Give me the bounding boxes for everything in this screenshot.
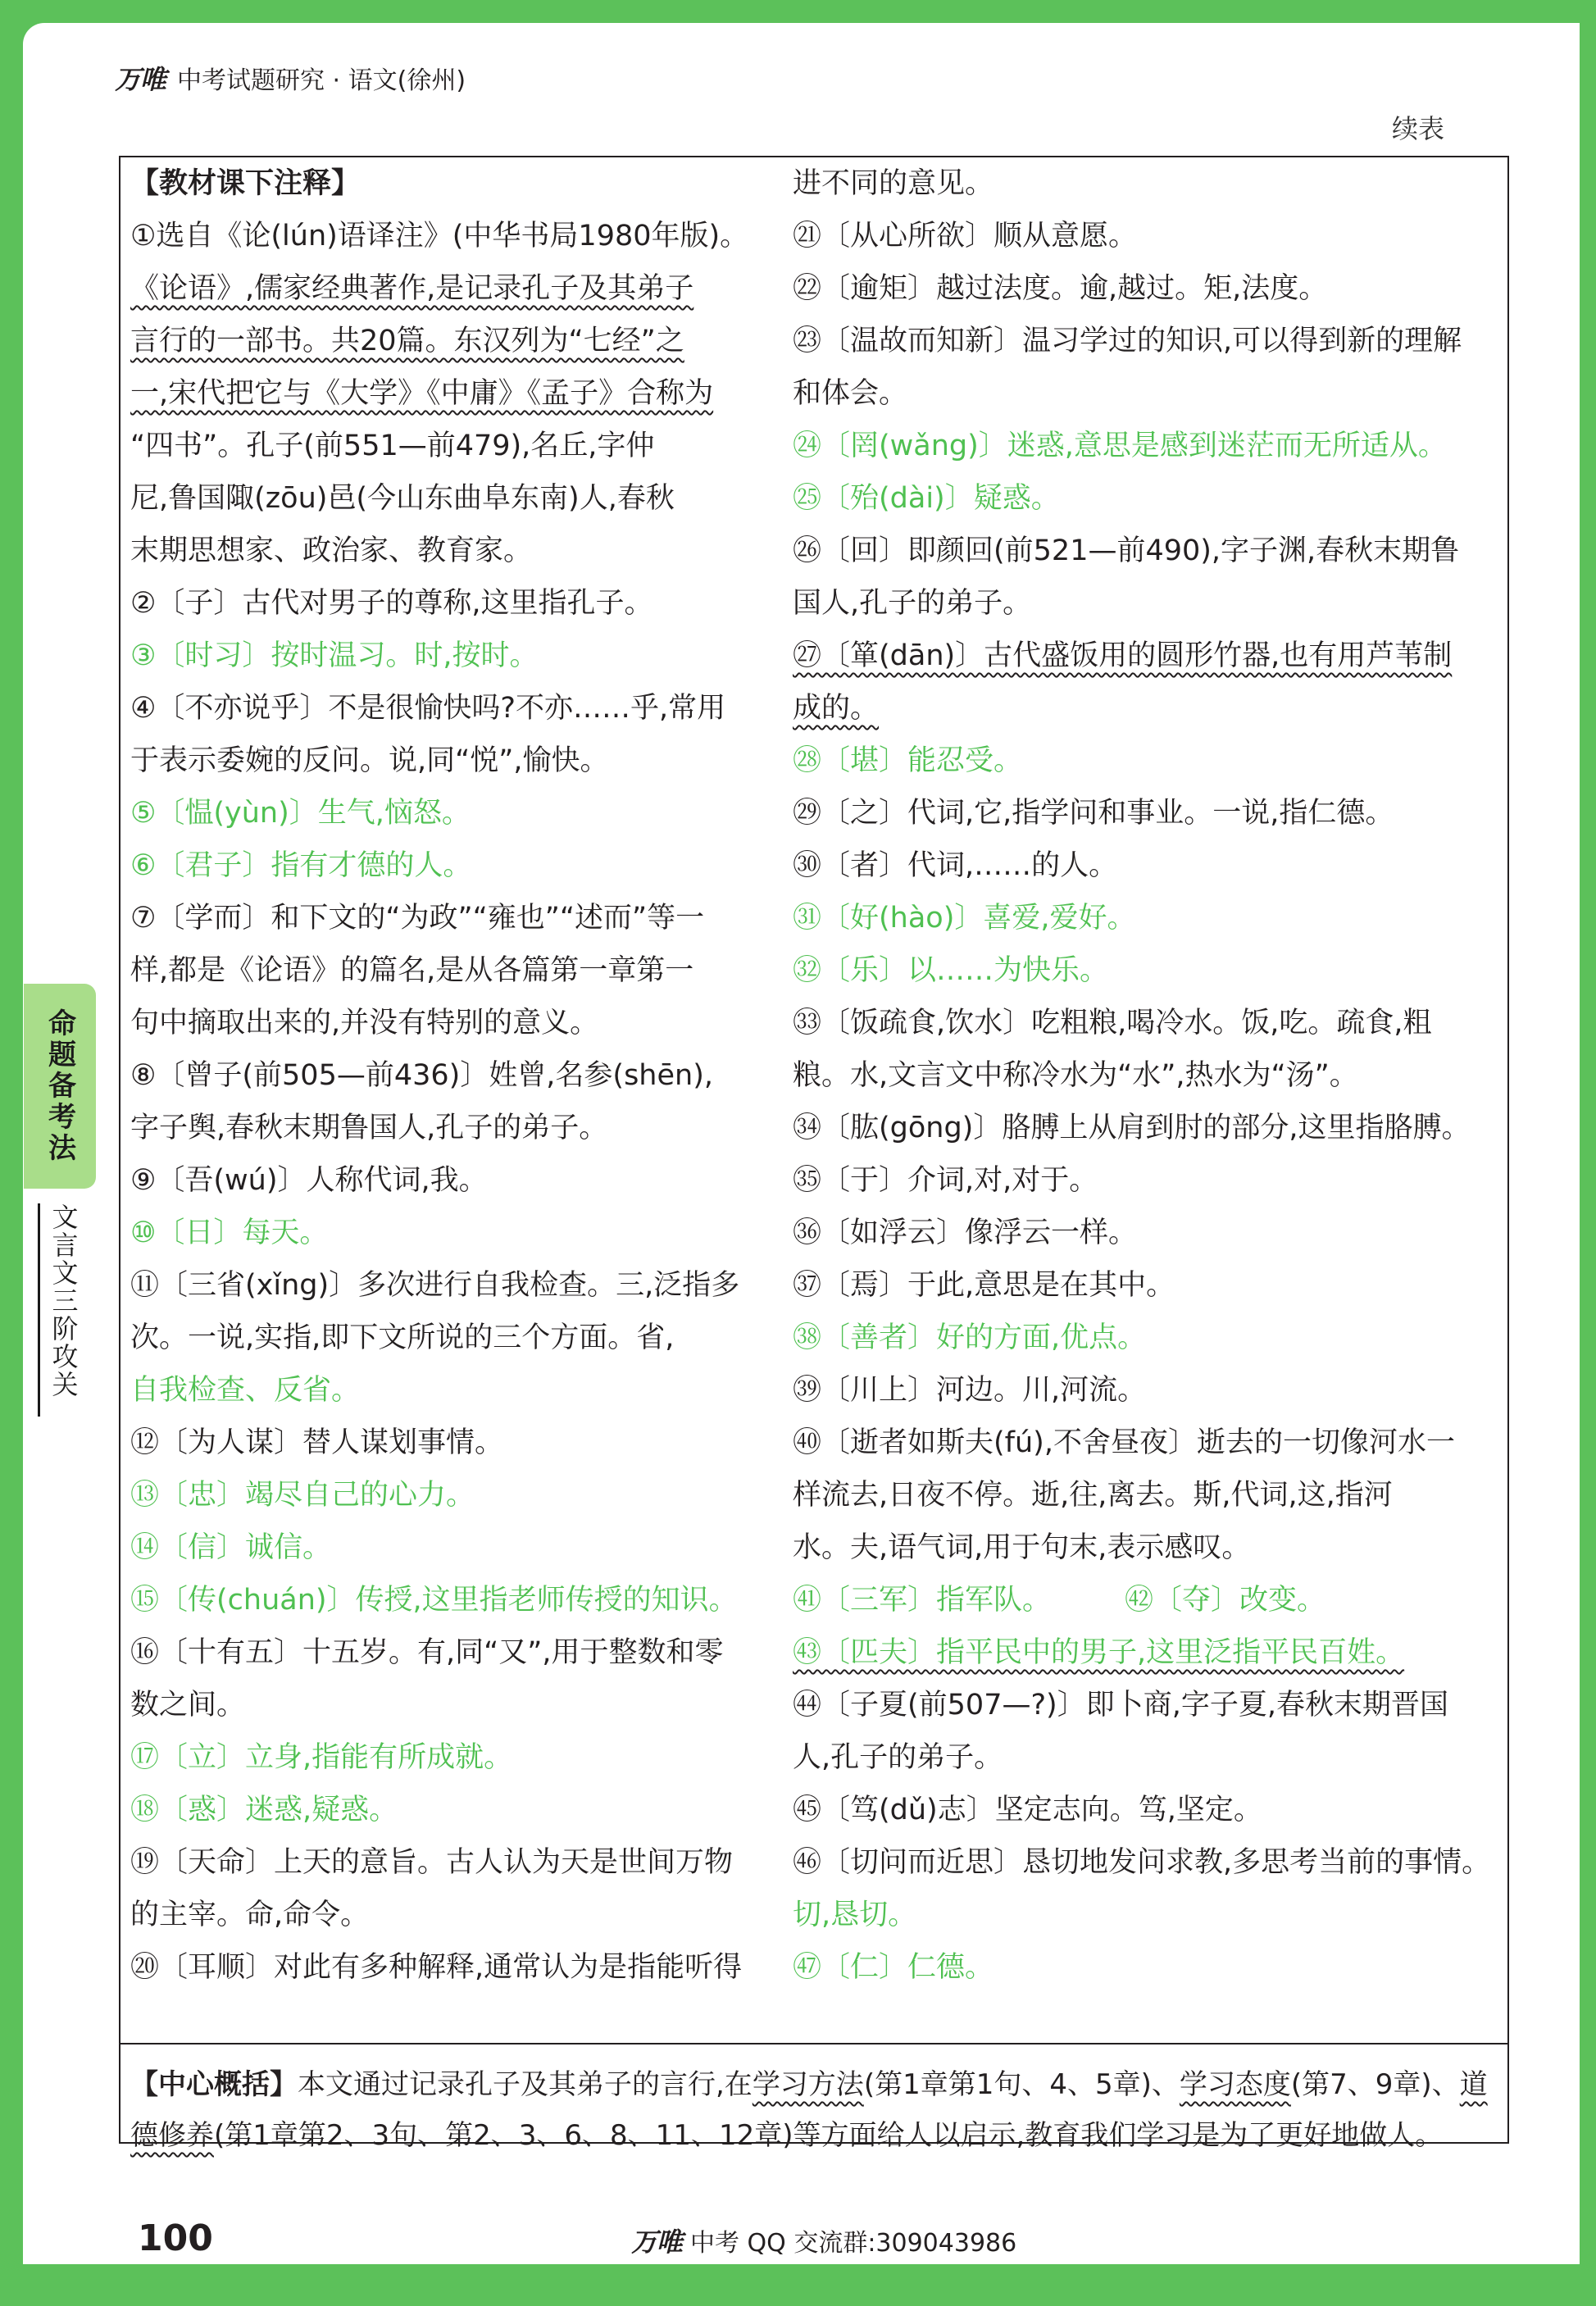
note-line: ㉜〔乐〕以……为快乐。	[793, 954, 1109, 987]
note-line: 次。一说,实指,即下文所说的三个方面。省,	[130, 1321, 675, 1354]
note-line: 尼,鲁国陬(zōu)邑(今山东曲阜东南)人,春秋	[130, 482, 675, 515]
note-line: 字子舆,春秋末期鲁国人,孔子的弟子。	[130, 1112, 608, 1144]
note-line: 于表示委婉的反问。说,同“悦”,愉快。	[130, 744, 609, 777]
footer	[631, 2220, 1016, 2261]
note-line: ③〔时习〕按时温习。时,按时。	[130, 639, 539, 672]
summary-text: (第7、9章)、	[1290, 2068, 1460, 2101]
note-line: ④〔不亦说乎〕不是很愉快吗?不亦……乎,常用	[130, 692, 726, 725]
note-line: 国人,孔子的弟子。	[793, 587, 1032, 620]
note-line: 成的。	[793, 692, 880, 725]
note-line: 自我检查、反省。	[130, 1374, 361, 1407]
note-line: 样,都是《论语》的篇名,是从各篇第一章第一	[130, 954, 694, 987]
note-line: ㉓〔温故而知新〕温习学过的知识,可以得到新的理解	[793, 325, 1462, 357]
summary-text: (第1章第2、3句、第2、3、6、8、11、12章)等方面给人以启示,教育我们学习是为了更好地做人。	[214, 2119, 1444, 2152]
note-line: ⑥〔君子〕指有才德的人。	[130, 849, 472, 882]
note-line: ㊸〔匹夫〕指平民中的男子,这里泛指平民百姓。	[793, 1636, 1405, 1669]
page-number: 100	[138, 2217, 213, 2259]
brand-logo: 万唯	[115, 64, 166, 95]
note-line: ㉝〔饭疏食,饮水〕吃粗粮,喝冷水。饭,吃。疏食,粗	[793, 1007, 1432, 1039]
note-line: ㊱〔如浮云〕像浮云一样。	[793, 1217, 1138, 1249]
summary-topic: 学习方法	[752, 2068, 864, 2101]
note-line: ㉙〔之〕代词,它,指学问和事业。一说,指仁德。	[793, 797, 1394, 830]
notes-heading: 【教材课下注释】	[130, 167, 361, 200]
note-line: 和体会。	[793, 377, 908, 410]
summary-line-2	[130, 2110, 1498, 2161]
note-line: 样流去,日夜不停。逝,往,离去。斯,代词,这,指河	[793, 1479, 1393, 1512]
note-line: “四书”。孔子(前551—前479),名丘,字仲	[130, 430, 655, 462]
footer-brand-logo: 万唯	[631, 2226, 683, 2258]
note-line: ⑭〔信〕诚信。	[130, 1531, 332, 1564]
note-line: ㉞〔肱(gōng)〕胳膊上从肩到肘的部分,这里指胳膊。	[793, 1112, 1471, 1144]
note-line: ㊼〔仁〕仁德。	[793, 1951, 994, 1984]
summary-topic: 道	[1459, 2068, 1488, 2101]
note-line: ㊳〔善者〕好的方面,优点。	[793, 1321, 1147, 1354]
note-line: ⑲〔天命〕上天的意旨。古人认为天是世间万物	[130, 1846, 734, 1879]
note-line: ⑱〔惑〕迷惑,疑惑。	[130, 1794, 398, 1826]
note-line: 粮。水,文言文中称冷水为“水”,热水为“汤”。	[793, 1059, 1358, 1092]
note-line: ㊷〔夺〕改变。	[1125, 1584, 1326, 1617]
note-line: 切,恳切。	[793, 1899, 917, 1931]
note-line: ㊴〔川上〕河边。川,河流。	[793, 1374, 1147, 1407]
note-line: ⑧〔曾子(前505—前436)〕姓曾,名参(shēn),	[130, 1059, 713, 1092]
side-tab-main	[24, 984, 96, 1189]
note-line: ㊵〔逝者如斯夫(fú),不舍昼夜〕逝去的一切像河水一	[793, 1426, 1455, 1459]
bottom-border	[0, 2264, 1596, 2306]
note-line: 水。夫,语气词,用于句末,表示感叹。	[793, 1531, 1251, 1564]
footer-text: 中考 QQ 交流群:309043986	[690, 2229, 1017, 2258]
left-border	[0, 48, 23, 2306]
note-line: 的主宰。命,命令。	[130, 1899, 370, 1931]
summary-text: (第1章第1句、4、5章)、	[863, 2068, 1180, 2101]
note-line: ㉗〔箪(dān)〕古代盛饭用的圆形竹器,也有用芦苇制	[793, 639, 1453, 672]
note-line: ㊲〔焉〕于此,意思是在其中。	[793, 1269, 1175, 1302]
summary-section	[120, 2043, 1507, 2161]
note-line: ㉟〔于〕介词,对,对于。	[793, 1164, 1098, 1197]
note-line: ㊻〔切问而近思〕恳切地发问求教,多思考当前的事情。	[793, 1846, 1491, 1879]
note-line: 数之间。	[130, 1689, 246, 1722]
note-line: ⑮〔传(chuán)〕传授,这里指老师传授的知识。	[130, 1584, 738, 1617]
note-line: ㊺〔笃(dǔ)志〕坚定志向。笃,坚定。	[793, 1794, 1262, 1826]
side-tab-sub-label: 文言文三阶攻关	[38, 1203, 83, 1417]
note-line: 《论语》,儒家经典著作,是记录孔子及其弟子	[130, 272, 694, 305]
note-line: ㊹〔子夏(前507—?)〕即卜商,字子夏,春秋末期晋国	[793, 1689, 1448, 1722]
side-tab	[23, 984, 97, 1417]
summary-topic: 学习态度	[1179, 2068, 1291, 2101]
note-line: ㉛〔好(hào)〕喜爱,爱好。	[793, 902, 1136, 935]
note-line: 末期思想家、政治家、教育家。	[130, 534, 533, 567]
note-line: ⑳〔耳顺〕对此有多种解释,通常认为是指能听得	[130, 1951, 743, 1984]
note-line: 进不同的意见。	[793, 167, 994, 200]
note-line: ①选自《论(lún)语译注》(中华书局1980年版)。	[130, 220, 749, 252]
note-line: ㉕〔殆(dài)〕疑惑。	[793, 482, 1060, 515]
note-line: 言行的一部书。共20篇。东汉列为“七经”之	[130, 325, 684, 357]
note-line: ㉖〔回〕即颜回(前521—前490),字子渊,春秋末期鲁	[793, 534, 1460, 567]
note-line: ②〔子〕古代对男子的尊称,这里指孔子。	[130, 587, 653, 620]
note-line: 一,宋代把它与《大学》《中庸》《孟子》合称为	[130, 377, 714, 410]
note-line: ⑨〔吾(wú)〕人称代词,我。	[130, 1164, 488, 1197]
note-line: ㉚〔者〕代词,……的人。	[793, 849, 1118, 882]
continued-label: 续表	[1392, 113, 1445, 144]
note-line: ㊶〔三军〕指军队。	[793, 1584, 1052, 1617]
summary-topic: 德修养	[130, 2119, 214, 2152]
note-line: ⑪〔三省(xǐng)〕多次进行自我检查。三,泛指多	[130, 1269, 740, 1302]
note-line: 人,孔子的弟子。	[793, 1741, 1003, 1774]
right-border	[1580, 0, 1596, 2306]
book-title: 中考试题研究 · 语文(徐州)	[177, 66, 466, 95]
note-line: ㉔〔罔(wǎng)〕迷惑,意思是感到迷茫而无所适从。	[793, 430, 1447, 462]
side-tab-main-label: 命题备考法	[43, 1008, 76, 1164]
note-line: ⑬〔忠〕竭尽自己的心力。	[130, 1479, 475, 1512]
note-line: ㉒〔逾矩〕越过法度。逾,越过。矩,法度。	[793, 272, 1328, 305]
note-line: ⑦〔学而〕和下文的“为政”“雍也”“述而”等一	[130, 902, 705, 935]
note-line: ⑤〔愠(yùn)〕生气,恼怒。	[130, 797, 471, 830]
note-line: ⑩〔日〕每天。	[130, 1217, 329, 1249]
summary-heading: 【中心概括】	[130, 2068, 298, 2101]
note-line: ㉘〔堪〕能忍受。	[793, 744, 1023, 777]
note-line: ㉑〔从心所欲〕顺从意愿。	[793, 220, 1138, 252]
summary-line-1	[130, 2059, 1498, 2110]
summary-text: 本文通过记录孔子及其弟子的言行,在	[298, 2068, 753, 2101]
notes-box	[119, 156, 1509, 2152]
running-header	[115, 57, 466, 98]
note-line: ⑫〔为人谋〕替人谋划事情。	[130, 1426, 504, 1459]
note-line: 句中摘取出来的,并没有特别的意义。	[130, 1007, 599, 1039]
note-line: ⑯〔十有五〕十五岁。有,同“又”,用于整数和零	[130, 1636, 724, 1669]
note-line: ⑰〔立〕立身,指能有所成就。	[130, 1741, 513, 1774]
